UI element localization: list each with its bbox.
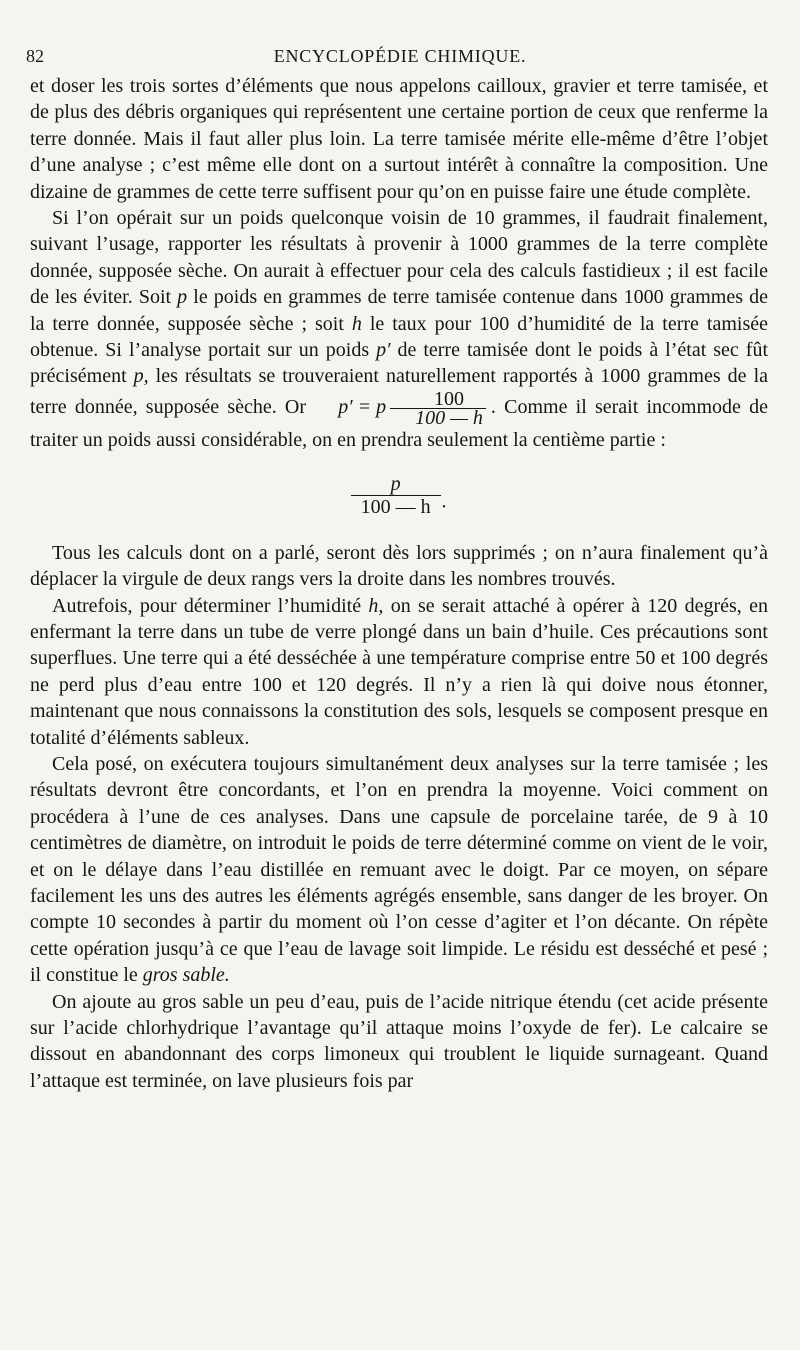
variable-p-prime: p′ (376, 339, 391, 362)
paragraph-1 (30, 73, 768, 205)
main-text (30, 73, 768, 1094)
paragraph-5 (30, 751, 768, 989)
paragraph-2 (30, 205, 768, 453)
inline-formula-lhs: p′ = p (338, 395, 387, 418)
paragraph-1-text: et doser les trois sortes d’éléments que nous appelons cailloux, gravier et terre tamisée, et de plus des débris organiques qui représentent une certaine portion de ceux que renferme la terre donnée. Mais il faut aller plus loin. La terre tamisée mérite elle-même d’être l’objet d’une analyse ; c’est même elle dont on a surtout intérêt à connaître la composition. Une dizaine de grammes de cette terre suffisent pour qu’on en puisse faire une étude complète. (30, 75, 768, 203)
variable-p: p (177, 286, 188, 309)
paragraph-4 (30, 593, 768, 751)
paragraph-2-text-c: le taux pour 100 d’humidité de la terre tamisée obtenue. Si l’analyse portait sur un poids (30, 312, 768, 362)
inline-formula (316, 387, 489, 429)
paragraph-4-text-b: on se serait attaché à opérer à 120 degrés, en enfermant la terre dans un tube de verre plongé dans un bain d’huile. Ces précautions sont superflues. Une terre qui a été desséchée à une température comprise entre 50 et 100 degrés ne perd plus d’eau entre 100 et 120 degrés. Il n’y a rien là qui doive nous étonner, maintenant que nous connaissons la constitution des sols, lesquels se composent presque en totalité d’éléments sableux. (30, 594, 768, 749)
paragraph-2-text-b: le poids en grammes de terre tamisée contenue dans 1000 grammes de la terre donnée, supposée sèche ; soit (30, 286, 768, 335)
gros-sable-term: gros sable. (142, 964, 230, 987)
paragraph-2-text-e: les résultats se trouveraient naturellement rapportés à 1000 grammes de la terre donnée, supposée sèche. Or (30, 365, 768, 418)
paragraph-4-text-a: Autrefois, pour déterminer l’humidité (52, 594, 369, 617)
inline-fraction-numerator: 100 (390, 390, 486, 409)
paragraph-5-text: Cela posé, on exécutera toujours simultanément deux analyses sur la terre tamisée ; les résultats devront être concordants, et l’on en prendra la moyenne. Voici comment on procédera à l’une de ces analyses. Dans une capsule de porcelaine tarée, de 9 à 10 centimètres de diamètre, on introduit le poids de terre déterminé comme on vient de le voir, et on le délaye dans l’eau distillée en remuant avec le doigt. Par ce moyen, on sépare facilement les uns des autres les éléments agrégés ensemble, sans danger de les broyer. On compte 10 secondes à partir du moment où l’on cesse d’agiter et l’on décante. On répète cette opération jusqu’à ce que l’eau de lavage soit limpide. Le résidu est desséché et pesé ; il constitue le (30, 752, 768, 987)
variable-h: h (351, 312, 362, 335)
paragraph-2-text-a: Si l’on opérait sur un poids quelconque voisin de 10 grammes, il faudrait finalement, suivant l’usage, rapporter les résultats à provenir à 1000 grammes de la terre complète donnée, supposée sèche. On aurait à effectuer pour cela des calculs fastidieux ; il est facile de les éviter. Soit (30, 207, 768, 309)
inline-fraction (390, 387, 486, 429)
variable-p-end: p, (133, 365, 149, 388)
paragraph-3-text: Tous les calculs dont on a parlé, seront dès lors supprimés ; on n’aura finalement qu’à déplacer la virgule de deux rangs vers la droite dans les nombres trouvés. (30, 541, 768, 591)
running-title: ENCYCLOPÉDIE CHIMIQUE. (273, 46, 527, 66)
page-number: 82 (26, 46, 44, 66)
display-fraction-numerator: p (351, 473, 441, 496)
paragraph-2-text-f: . Comme il serait incommode de traiter un poids aussi considérable, on en prendra seulement la centième partie : (30, 395, 768, 451)
display-formula (30, 473, 768, 520)
variable-h-2: h, (368, 594, 384, 617)
paragraph-6 (30, 989, 768, 1095)
page-header (26, 44, 774, 68)
display-formula-punctuation: · (440, 496, 448, 519)
display-fraction-denominator: 100 — h (360, 496, 431, 519)
paragraph-6-text: On ajoute au gros sable un peu d’eau, puis de l’acide nitrique étendu (cet acide présente sur l’acide chlorhydrique l’avantage qu’il attaque moins l’oxyde de fer). Le calcaire se dissout en abandonnant des corps limoneux qui troublent le liquide surnageant. Quand l’attaque est terminée, on lave plusieurs fois par (30, 990, 768, 1092)
inline-fraction-denominator: 100 — h (415, 406, 483, 429)
paragraph-2-text-d: de terre tamisée dont le poids à l’état sec fût précisément (30, 339, 768, 388)
paragraph-3 (30, 540, 768, 593)
display-fraction (351, 473, 441, 518)
